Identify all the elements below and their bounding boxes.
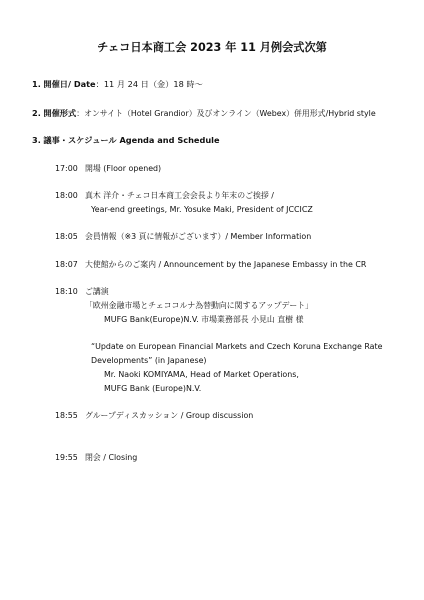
schedule-text: Year-end greetings, Mr. Yosuke Maki, President of JCCICZ — [91, 205, 313, 214]
schedule-text: 開場 (Floor opened) — [85, 164, 162, 173]
speaker-en: MUFG Bank (Europe)N.V. — [104, 384, 202, 393]
lecture-title-ja: 「欧州金融市場とチェココルナ為替動向に関するアップデート」 — [85, 301, 314, 310]
speaker-ja: MUFG Bank(Europe)N.V. 市場業務部長 小見山 直樹 様 — [104, 315, 304, 324]
schedule-text: 大使館からのご案内 / Announcement by the Japanese Embassy in the CR — [85, 260, 367, 269]
schedule-time: 18:00 — [55, 191, 78, 200]
schedule-text: 真木 洋介・チェコ日本商工会会長より年末のご挨拶 / — [85, 191, 274, 200]
item-text: ：11 月 24 日（金）18 時～ — [95, 79, 203, 89]
item-number: 1. — [32, 79, 41, 89]
item-label: 開催形式 — [43, 108, 77, 118]
speaker-en: Mr. Naoki KOMIYAMA, Head of Market Operations, — [104, 370, 299, 379]
schedule-time: 17:00 — [55, 164, 78, 173]
item-label: 開催日/ Date — [43, 79, 96, 89]
lecture-title-en: “Update on European Financial Markets and Czech Koruna Exchange Rate — [91, 342, 383, 351]
schedule-text: ご講演 — [85, 287, 109, 296]
schedule-text: グループディスカッション / Group discussion — [85, 411, 254, 420]
schedule-time: 19:55 — [55, 453, 78, 462]
item-label: 議事・スケジュール Agenda and Schedule — [43, 135, 220, 145]
item-format — [32, 109, 376, 119]
schedule-time: 18:05 — [55, 232, 78, 241]
schedule-time: 18:07 — [55, 260, 78, 269]
lecture-title-en: Developments” (in Japanese) — [91, 356, 207, 365]
schedule-text: 閉会 / Closing — [85, 453, 138, 462]
schedule-time: 18:10 — [55, 287, 78, 296]
item-number: 2. — [32, 108, 41, 118]
item-date — [32, 80, 203, 90]
schedule-time: 18:55 — [55, 411, 78, 420]
page-title: チェコ日本商工会 2023 年 11 月例会式次第 — [97, 41, 327, 54]
item-number: 3. — [32, 135, 41, 145]
item-agenda — [32, 136, 220, 146]
item-text: ：オンサイト（Hotel Grandior）及びオンライン（Webex）併用形式/Hybrid style — [76, 109, 376, 118]
schedule-text: 会員情報（※3 頁に情報がございます）/ Member Information — [85, 232, 312, 241]
